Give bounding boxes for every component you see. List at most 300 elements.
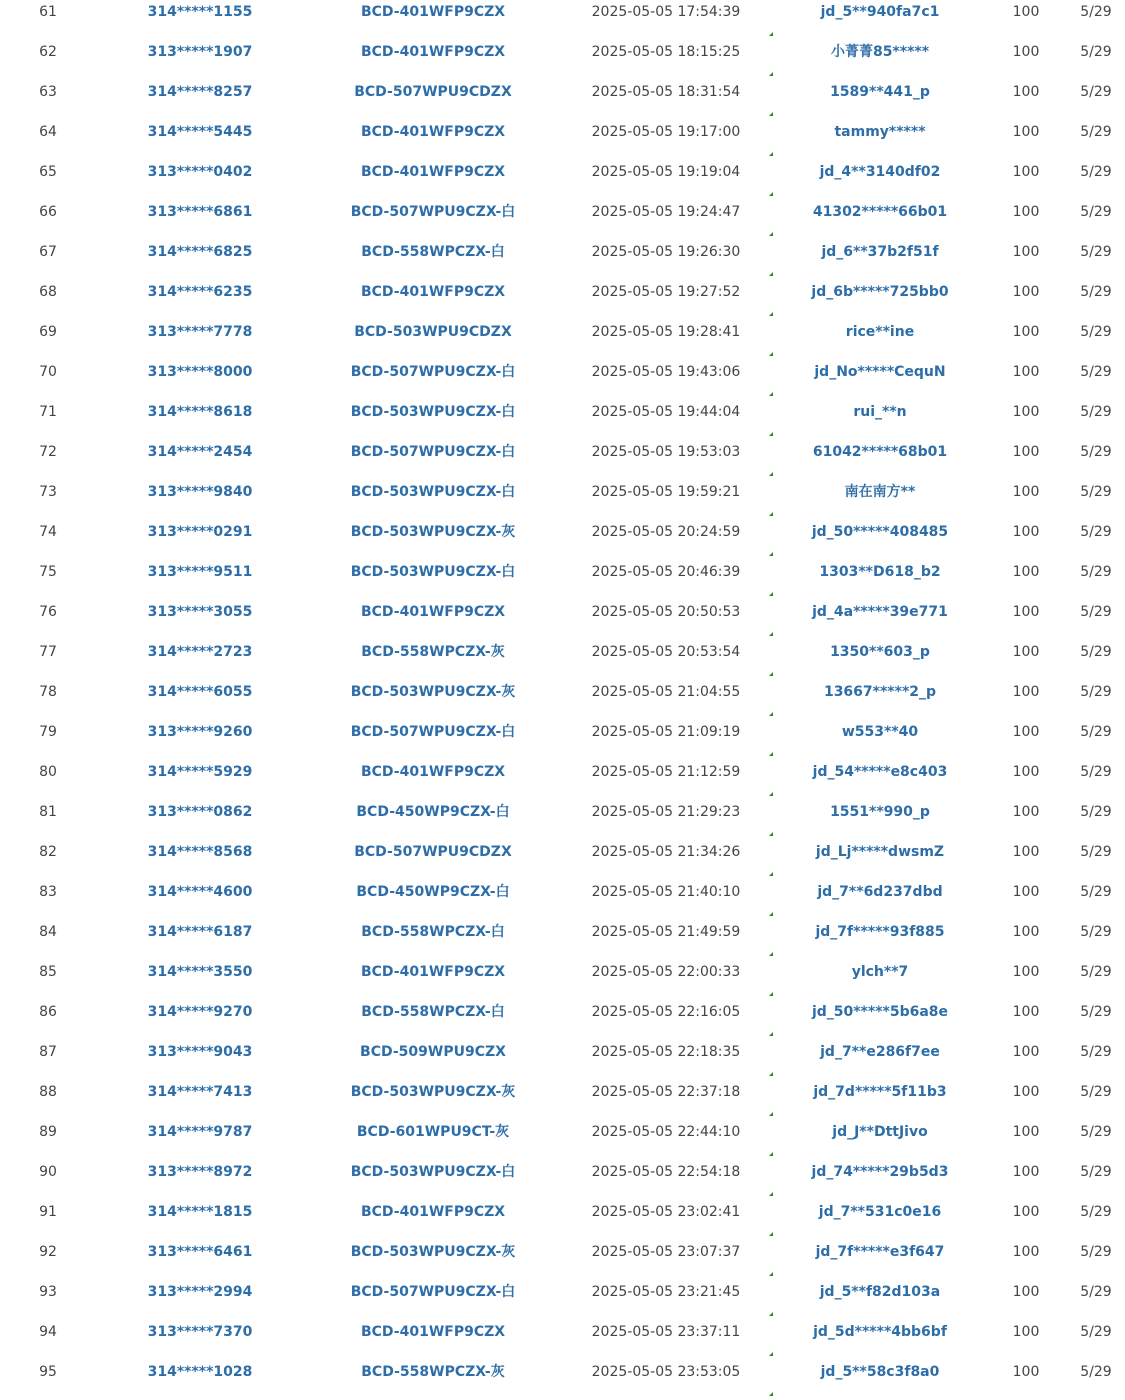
order-number-link[interactable]: 314*****6825	[147, 244, 253, 260]
order-time: 2025-05-05 17:54:39	[591, 4, 741, 20]
cell-marker-icon	[769, 632, 773, 636]
product-model-link[interactable]: BCD-503WPU9CZX-灰	[350, 524, 516, 540]
table-row	[0, 840, 1125, 880]
date: 5/29	[1080, 124, 1112, 140]
cell-marker-icon	[769, 232, 773, 236]
table-row	[0, 1360, 1125, 1400]
user-name-link[interactable]: jd_5**58c3f8a0	[820, 1364, 940, 1380]
date: 5/29	[1080, 84, 1112, 100]
row-index: 78	[39, 684, 57, 700]
user-name-link[interactable]: tammy*****	[834, 124, 926, 140]
amount: 100	[1012, 1204, 1040, 1220]
user-name-link[interactable]: jd_No*****CequN	[814, 364, 946, 380]
cell-marker-icon	[769, 1032, 773, 1036]
amount: 100	[1012, 924, 1040, 940]
user-name-link[interactable]: 南在南方**	[844, 484, 916, 500]
product-model-link[interactable]: BCD-401WFP9CZX	[360, 164, 506, 180]
amount: 100	[1012, 444, 1040, 460]
product-model-link[interactable]: BCD-507WPU9CZX-白	[350, 444, 516, 460]
order-number-link[interactable]: 314*****6055	[147, 684, 253, 700]
order-number-link[interactable]: 314*****1155	[147, 4, 253, 20]
order-time: 2025-05-05 19:26:30	[591, 244, 741, 260]
order-number-link[interactable]: 313*****6861	[147, 204, 253, 220]
order-number-link[interactable]: 313*****0402	[147, 164, 253, 180]
order-number-link[interactable]: 313*****9043	[147, 1044, 253, 1060]
date: 5/29	[1080, 1164, 1112, 1180]
product-model-link[interactable]: BCD-507WPU9CZX-白	[350, 204, 516, 220]
order-time: 2025-05-05 23:37:11	[591, 1324, 741, 1340]
cell-marker-icon	[769, 272, 773, 276]
row-index: 73	[39, 484, 57, 500]
cell-marker-icon	[769, 1352, 773, 1356]
table-row	[0, 280, 1125, 320]
order-number-link[interactable]: 314*****2454	[147, 444, 253, 460]
cell-marker-icon	[769, 752, 773, 756]
amount: 100	[1012, 724, 1040, 740]
row-index: 81	[39, 804, 57, 820]
date: 5/29	[1080, 1364, 1112, 1380]
row-index: 84	[39, 924, 57, 940]
user-name-link[interactable]: rui_**n	[853, 404, 907, 420]
product-model-link[interactable]: BCD-401WFP9CZX	[360, 964, 506, 980]
row-index: 92	[39, 1244, 57, 1260]
product-model-link[interactable]: BCD-450WP9CZX-白	[356, 884, 510, 900]
table-row	[0, 1000, 1125, 1040]
user-name-link[interactable]: jd_5**f82d103a	[819, 1284, 941, 1300]
date: 5/29	[1080, 964, 1112, 980]
order-time: 2025-05-05 22:18:35	[591, 1044, 741, 1060]
row-index: 61	[39, 4, 57, 20]
user-name-link[interactable]: 1589**441_p	[830, 84, 930, 100]
order-time: 2025-05-05 21:29:23	[591, 804, 741, 820]
table-row	[0, 480, 1125, 520]
table-row	[0, 1040, 1125, 1080]
order-time: 2025-05-05 23:07:37	[591, 1244, 741, 1260]
cell-marker-icon	[769, 712, 773, 716]
product-model-link[interactable]: BCD-503WPU9CZX-灰	[350, 1084, 516, 1100]
order-time: 2025-05-05 19:19:04	[591, 164, 741, 180]
cell-marker-icon	[769, 872, 773, 876]
user-name-link[interactable]: jd_7d*****5f11b3	[813, 1084, 947, 1100]
product-model-link[interactable]: BCD-450WP9CZX-白	[356, 804, 510, 820]
date: 5/29	[1080, 4, 1112, 20]
table-row	[0, 360, 1125, 400]
order-time: 2025-05-05 21:34:26	[591, 844, 741, 860]
table-row	[0, 320, 1125, 360]
product-model-link[interactable]: BCD-401WFP9CZX	[360, 44, 506, 60]
order-time: 2025-05-05 19:24:47	[591, 204, 741, 220]
row-index: 82	[39, 844, 57, 860]
user-name-link[interactable]: jd_J**DttJivo	[832, 1124, 928, 1140]
product-model-link[interactable]: BCD-558WPCZX-灰	[361, 1364, 505, 1380]
order-number-link[interactable]: 313*****8000	[147, 364, 253, 380]
date: 5/29	[1080, 444, 1112, 460]
user-name-link[interactable]: rice**ine	[845, 324, 915, 340]
user-name-link[interactable]: jd_7f*****93f885	[815, 924, 945, 940]
product-model-link[interactable]: BCD-503WPU9CDZX	[354, 324, 512, 340]
row-index: 95	[39, 1364, 57, 1380]
order-number-link[interactable]: 314*****8618	[147, 404, 253, 420]
row-index: 86	[39, 1004, 57, 1020]
product-model-link[interactable]: BCD-401WFP9CZX	[360, 1324, 506, 1340]
table-row	[0, 520, 1125, 560]
amount: 100	[1012, 364, 1040, 380]
user-name-link[interactable]: jd_50*****408485	[811, 524, 949, 540]
cell-marker-icon	[769, 1232, 773, 1236]
amount: 100	[1012, 44, 1040, 60]
amount: 100	[1012, 1364, 1040, 1380]
row-index: 69	[39, 324, 57, 340]
cell-marker-icon	[769, 152, 773, 156]
row-index: 88	[39, 1084, 57, 1100]
date: 5/29	[1080, 684, 1112, 700]
cell-marker-icon	[769, 472, 773, 476]
table-row	[0, 120, 1125, 160]
cell-marker-icon	[769, 392, 773, 396]
user-name-link[interactable]: jd_5**940fa7c1	[820, 4, 940, 20]
row-index: 77	[39, 644, 57, 660]
order-number-link[interactable]: 313*****9840	[147, 484, 253, 500]
amount: 100	[1012, 604, 1040, 620]
amount: 100	[1012, 884, 1040, 900]
product-model-link[interactable]: BCD-401WFP9CZX	[360, 124, 506, 140]
amount: 100	[1012, 1044, 1040, 1060]
order-number-link[interactable]: 314*****1815	[147, 1204, 253, 1220]
date: 5/29	[1080, 244, 1112, 260]
amount: 100	[1012, 1324, 1040, 1340]
cell-marker-icon	[769, 312, 773, 316]
order-number-link[interactable]: 313*****7370	[147, 1324, 253, 1340]
table-row	[0, 160, 1125, 200]
order-number-link[interactable]: 314*****6187	[147, 924, 253, 940]
order-time: 2025-05-05 21:04:55	[591, 684, 741, 700]
order-time: 2025-05-05 18:31:54	[591, 84, 741, 100]
order-number-link[interactable]: 314*****2723	[147, 644, 253, 660]
table-row	[0, 760, 1125, 800]
user-name-link[interactable]: jd_50*****5b6a8e	[811, 1004, 949, 1020]
cell-marker-icon	[769, 992, 773, 996]
product-model-link[interactable]: BCD-507WPU9CDZX	[354, 844, 512, 860]
user-name-link[interactable]: jd_7**e286f7ee	[820, 1044, 940, 1060]
date: 5/29	[1080, 204, 1112, 220]
date: 5/29	[1080, 764, 1112, 780]
table-row	[0, 1320, 1125, 1360]
amount: 100	[1012, 1124, 1040, 1140]
date: 5/29	[1080, 1204, 1112, 1220]
row-index: 90	[39, 1164, 57, 1180]
order-number-link[interactable]: 313*****9260	[147, 724, 253, 740]
user-name-link[interactable]: 小菁菁85*****	[830, 44, 930, 60]
product-model-link[interactable]: BCD-401WFP9CZX	[360, 284, 506, 300]
amount: 100	[1012, 844, 1040, 860]
row-index: 65	[39, 164, 57, 180]
date: 5/29	[1080, 1324, 1112, 1340]
order-number-link[interactable]: 314*****9270	[147, 1004, 253, 1020]
row-index: 62	[39, 44, 57, 60]
user-name-link[interactable]: jd_6**37b2f51f	[821, 244, 939, 260]
order-number-link[interactable]: 314*****7413	[147, 1084, 253, 1100]
date: 5/29	[1080, 164, 1112, 180]
table-row	[0, 240, 1125, 280]
product-model-link[interactable]: BCD-509WPU9CZX	[360, 1044, 506, 1060]
order-time: 2025-05-05 18:15:25	[591, 44, 741, 60]
amount: 100	[1012, 324, 1040, 340]
row-index: 93	[39, 1284, 57, 1300]
order-time: 2025-05-05 22:16:05	[591, 1004, 741, 1020]
product-model-link[interactable]: BCD-401WFP9CZX	[360, 604, 506, 620]
product-model-link[interactable]: BCD-507WPU9CZX-白	[350, 724, 516, 740]
order-number-link[interactable]: 313*****7778	[147, 324, 253, 340]
cell-marker-icon	[769, 1072, 773, 1076]
user-name-link[interactable]: jd_7**531c0e16	[818, 1204, 942, 1220]
date: 5/29	[1080, 404, 1112, 420]
product-model-link[interactable]: BCD-507WPU9CDZX	[354, 84, 512, 100]
user-name-link[interactable]: jd_7**6d237dbd	[817, 884, 943, 900]
order-time: 2025-05-05 19:27:52	[591, 284, 741, 300]
table-row	[0, 1280, 1125, 1320]
user-name-link[interactable]: 13667*****2_p	[823, 684, 937, 700]
product-model-link[interactable]: BCD-558WPCZX-白	[361, 1004, 505, 1020]
amount: 100	[1012, 84, 1040, 100]
order-number-link[interactable]: 314*****9787	[147, 1124, 253, 1140]
order-time: 2025-05-05 19:59:21	[591, 484, 741, 500]
cell-marker-icon	[769, 952, 773, 956]
table-row	[0, 720, 1125, 760]
order-time: 2025-05-05 19:17:00	[591, 124, 741, 140]
row-index: 75	[39, 564, 57, 580]
row-index: 71	[39, 404, 57, 420]
table-row	[0, 680, 1125, 720]
cell-marker-icon	[769, 1272, 773, 1276]
order-time: 2025-05-05 19:43:06	[591, 364, 741, 380]
user-name-link[interactable]: ylch**7	[851, 964, 909, 980]
amount: 100	[1012, 484, 1040, 500]
date: 5/29	[1080, 44, 1112, 60]
amount: 100	[1012, 684, 1040, 700]
cell-marker-icon	[769, 912, 773, 916]
user-name-link[interactable]: 1551**990_p	[830, 804, 930, 820]
date: 5/29	[1080, 1124, 1112, 1140]
cell-marker-icon	[769, 1312, 773, 1316]
user-name-link[interactable]: jd_54*****e8c403	[812, 764, 948, 780]
cell-marker-icon	[769, 112, 773, 116]
order-time: 2025-05-05 22:37:18	[591, 1084, 741, 1100]
amount: 100	[1012, 804, 1040, 820]
product-model-link[interactable]: BCD-503WPU9CZX-灰	[350, 684, 516, 700]
amount: 100	[1012, 1084, 1040, 1100]
order-number-link[interactable]: 314*****8257	[147, 84, 253, 100]
row-index: 63	[39, 84, 57, 100]
table-row	[0, 80, 1125, 120]
row-index: 89	[39, 1124, 57, 1140]
amount: 100	[1012, 644, 1040, 660]
order-number-link[interactable]: 314*****8568	[147, 844, 253, 860]
date: 5/29	[1080, 524, 1112, 540]
user-name-link[interactable]: jd_6b*****725bb0	[811, 284, 949, 300]
product-model-link[interactable]: BCD-503WPU9CZX-白	[350, 1164, 516, 1180]
order-number-link[interactable]: 313*****9511	[147, 564, 253, 580]
user-name-link[interactable]: 61042*****68b01	[812, 444, 948, 460]
row-index: 76	[39, 604, 57, 620]
amount: 100	[1012, 524, 1040, 540]
row-index: 72	[39, 444, 57, 460]
user-name-link[interactable]: jd_Lj*****dwsmZ	[815, 844, 945, 860]
order-number-link[interactable]: 313*****6461	[147, 1244, 253, 1260]
row-index: 79	[39, 724, 57, 740]
cell-marker-icon	[769, 592, 773, 596]
row-index: 67	[39, 244, 57, 260]
row-index: 70	[39, 364, 57, 380]
user-name-link[interactable]: jd_4**3140df02	[819, 164, 941, 180]
user-name-link[interactable]: w553**40	[841, 724, 919, 740]
product-model-link[interactable]: BCD-503WPU9CZX-白	[350, 484, 516, 500]
order-time: 2025-05-05 22:54:18	[591, 1164, 741, 1180]
date: 5/29	[1080, 364, 1112, 380]
date: 5/29	[1080, 484, 1112, 500]
order-time: 2025-05-05 21:49:59	[591, 924, 741, 940]
order-time: 2025-05-05 22:00:33	[591, 964, 741, 980]
order-time: 2025-05-05 19:53:03	[591, 444, 741, 460]
order-number-link[interactable]: 314*****5929	[147, 764, 253, 780]
date: 5/29	[1080, 1004, 1112, 1020]
cell-marker-icon	[769, 1192, 773, 1196]
table-row	[0, 880, 1125, 920]
table-row	[0, 400, 1125, 440]
table-row	[0, 920, 1125, 960]
product-model-link[interactable]: BCD-401WFP9CZX	[360, 764, 506, 780]
cell-marker-icon	[769, 352, 773, 356]
cell-marker-icon	[769, 192, 773, 196]
user-name-link[interactable]: 41302*****66b01	[812, 204, 948, 220]
amount: 100	[1012, 244, 1040, 260]
user-name-link[interactable]: 1350**603_p	[830, 644, 930, 660]
amount: 100	[1012, 564, 1040, 580]
order-number-link[interactable]: 313*****1907	[147, 44, 253, 60]
cell-marker-icon	[769, 792, 773, 796]
cell-marker-icon	[769, 432, 773, 436]
cell-marker-icon	[769, 1112, 773, 1116]
user-name-link[interactable]: jd_7f*****e3f647	[815, 1244, 945, 1260]
order-time: 2025-05-05 21:12:59	[591, 764, 741, 780]
date: 5/29	[1080, 844, 1112, 860]
table-row	[0, 0, 1125, 40]
order-time: 2025-05-05 23:53:05	[591, 1364, 741, 1380]
product-model-link[interactable]: BCD-401WFP9CZX	[360, 1204, 506, 1220]
row-index: 64	[39, 124, 57, 140]
user-name-link[interactable]: jd_74*****29b5d3	[811, 1164, 949, 1180]
order-number-link[interactable]: 314*****4600	[147, 884, 253, 900]
amount: 100	[1012, 1244, 1040, 1260]
date: 5/29	[1080, 1284, 1112, 1300]
product-model-link[interactable]: BCD-503WPU9CZX-白	[350, 564, 516, 580]
amount: 100	[1012, 1004, 1040, 1020]
table-row	[0, 560, 1125, 600]
table-row	[0, 1160, 1125, 1200]
table-row	[0, 640, 1125, 680]
date: 5/29	[1080, 1084, 1112, 1100]
date: 5/29	[1080, 604, 1112, 620]
table-row	[0, 960, 1125, 1000]
order-number-link[interactable]: 314*****6235	[147, 284, 253, 300]
order-time: 2025-05-05 20:50:53	[591, 604, 741, 620]
product-model-link[interactable]: BCD-558WPCZX-白	[361, 244, 505, 260]
amount: 100	[1012, 404, 1040, 420]
date: 5/29	[1080, 564, 1112, 580]
order-time: 2025-05-05 20:53:54	[591, 644, 741, 660]
date: 5/29	[1080, 804, 1112, 820]
product-model-link[interactable]: BCD-507WPU9CZX-白	[350, 364, 516, 380]
cell-marker-icon	[769, 512, 773, 516]
amount: 100	[1012, 1164, 1040, 1180]
order-number-link[interactable]: 313*****0291	[147, 524, 253, 540]
amount: 100	[1012, 1284, 1040, 1300]
user-name-link[interactable]: 1303**D618_b2	[819, 564, 941, 580]
order-time: 2025-05-05 23:02:41	[591, 1204, 741, 1220]
order-number-link[interactable]: 314*****3550	[147, 964, 253, 980]
order-number-link[interactable]: 313*****8972	[147, 1164, 253, 1180]
order-time: 2025-05-05 19:44:04	[591, 404, 741, 420]
table-row	[0, 40, 1125, 80]
product-model-link[interactable]: BCD-558WPCZX-白	[361, 924, 505, 940]
table-row	[0, 600, 1125, 640]
table-row	[0, 1240, 1125, 1280]
table-row	[0, 1120, 1125, 1160]
table-row	[0, 1080, 1125, 1120]
date: 5/29	[1080, 644, 1112, 660]
row-index: 83	[39, 884, 57, 900]
order-time: 2025-05-05 20:24:59	[591, 524, 741, 540]
row-index: 68	[39, 284, 57, 300]
product-model-link[interactable]: BCD-507WPU9CZX-白	[350, 1284, 516, 1300]
order-number-link[interactable]: 313*****0862	[147, 804, 253, 820]
date: 5/29	[1080, 284, 1112, 300]
date: 5/29	[1080, 1244, 1112, 1260]
order-number-link[interactable]: 313*****3055	[147, 604, 253, 620]
row-index: 91	[39, 1204, 57, 1220]
table-row	[0, 200, 1125, 240]
table-row	[0, 800, 1125, 840]
cell-marker-icon	[769, 32, 773, 36]
table-row	[0, 440, 1125, 480]
date: 5/29	[1080, 724, 1112, 740]
product-model-link[interactable]: BCD-401WFP9CZX	[360, 4, 506, 20]
order-time: 2025-05-05 21:40:10	[591, 884, 741, 900]
table-row	[0, 1200, 1125, 1240]
cell-marker-icon	[769, 72, 773, 76]
order-time: 2025-05-05 19:28:41	[591, 324, 741, 340]
row-index: 85	[39, 964, 57, 980]
amount: 100	[1012, 124, 1040, 140]
row-index: 94	[39, 1324, 57, 1340]
user-name-link[interactable]: jd_4a*****39e771	[812, 604, 948, 620]
product-model-link[interactable]: BCD-601WPU9CT-灰	[356, 1124, 510, 1140]
date: 5/29	[1080, 1044, 1112, 1060]
order-number-link[interactable]: 314*****5445	[147, 124, 253, 140]
date: 5/29	[1080, 884, 1112, 900]
order-number-link[interactable]: 314*****1028	[147, 1364, 253, 1380]
product-model-link[interactable]: BCD-503WPU9CZX-灰	[350, 1244, 516, 1260]
product-model-link[interactable]: BCD-558WPCZX-灰	[361, 644, 505, 660]
product-model-link[interactable]: BCD-503WPU9CZX-白	[350, 404, 516, 420]
user-name-link[interactable]: jd_5d*****4bb6bf	[813, 1324, 947, 1340]
amount: 100	[1012, 4, 1040, 20]
order-number-link[interactable]: 313*****2994	[147, 1284, 253, 1300]
row-index: 87	[39, 1044, 57, 1060]
row-index: 66	[39, 204, 57, 220]
order-time: 2025-05-05 23:21:45	[591, 1284, 741, 1300]
order-time: 2025-05-05 20:46:39	[591, 564, 741, 580]
date: 5/29	[1080, 924, 1112, 940]
